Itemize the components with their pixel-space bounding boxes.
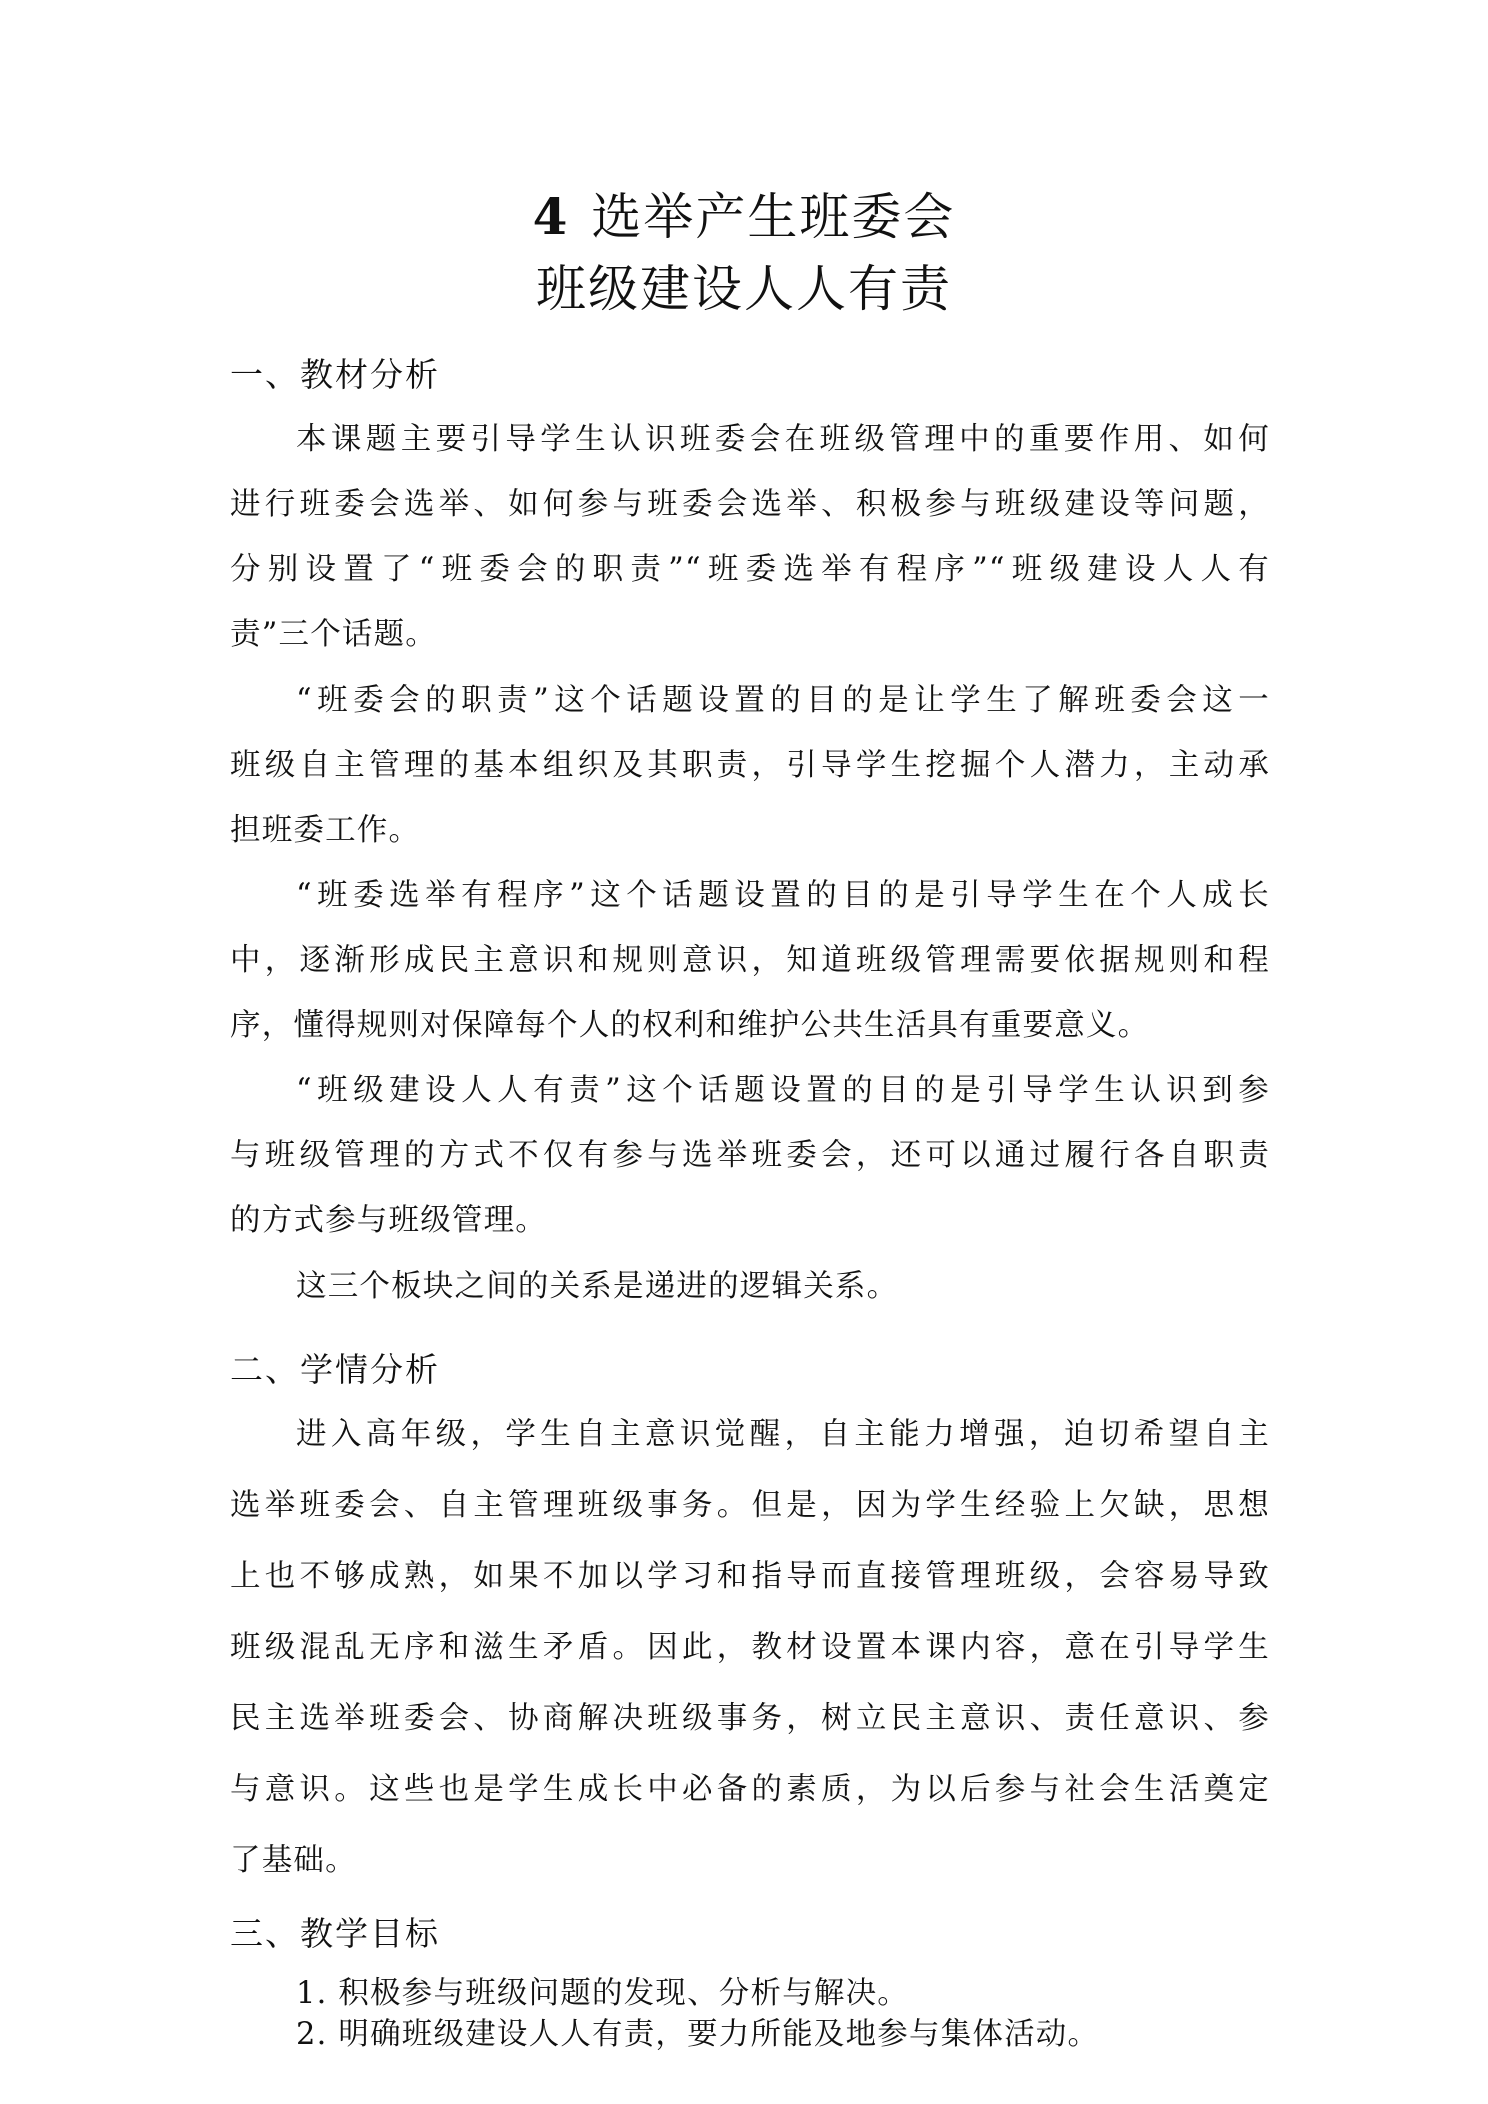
paragraph-line: 选举班委会、自主管理班级事务。但是，因为学生经验上欠缺，思想 bbox=[230, 1488, 1270, 1524]
page-title-line-1 bbox=[0, 187, 1488, 246]
lesson-number: 4 bbox=[532, 187, 570, 246]
paragraph-line: 分别设置了“班委会的职责”“班委选举有程序”“班级建设人人有 bbox=[230, 552, 1270, 588]
goal-line: 1. 积极参与班级问题的发现、分析与解决。 bbox=[296, 1976, 909, 2012]
section-heading-learning-situation: 二、学情分析 bbox=[230, 1350, 440, 1390]
paragraph-line: 责”三个话题。 bbox=[230, 617, 437, 653]
paragraph-line: 担班委工作。 bbox=[230, 812, 421, 848]
title-text-1: 选举产生班委会 bbox=[591, 188, 956, 246]
section-heading-textbook-analysis: 一、教材分析 bbox=[230, 355, 440, 394]
paragraph-line: 序，懂得规则对保障每个人的权利和维护公共生活具有重要意义。 bbox=[230, 1008, 1150, 1044]
paragraph-line: 班级自主管理的基本组织及其职责，引导学生挖掘个人潜力，主动承 bbox=[230, 747, 1270, 783]
page-title-line-2: 班级建设人人有责 bbox=[536, 260, 952, 318]
paragraph-line: 上也不够成熟，如果不加以学习和指导而直接管理班级，会容易导致 bbox=[230, 1559, 1270, 1595]
section-heading-teaching-goals: 三、教学目标 bbox=[230, 1913, 440, 1953]
paragraph-line: 了基础。 bbox=[230, 1842, 357, 1878]
paragraph-line: “班委选举有程序”这个话题设置的目的是引导学生在个人成长 bbox=[296, 877, 1270, 913]
paragraph-line: 与意识。这些也是学生成长中必备的素质，为以后参与社会生活奠定 bbox=[230, 1771, 1270, 1807]
paragraph-line: 的方式参与班级管理。 bbox=[230, 1203, 547, 1239]
goal-line: 2. 明确班级建设人人有责，要力所能及地参与集体活动。 bbox=[296, 2016, 1100, 2052]
paragraph-line: 进行班委会选举、如何参与班委会选举、积极参与班级建设等问题， bbox=[230, 487, 1270, 523]
paragraph-line: 本课题主要引导学生认识班委会在班级管理中的重要作用、如何 bbox=[296, 422, 1270, 458]
paragraph-line: 这三个板块之间的关系是递进的逻辑关系。 bbox=[296, 1268, 899, 1304]
paragraph-line: “班级建设人人有责”这个话题设置的目的是引导学生认识到参 bbox=[296, 1073, 1270, 1109]
paragraph-line: “班委会的职责”这个话题设置的目的是让学生了解班委会这一 bbox=[296, 682, 1270, 718]
paragraph-line: 民主选举班委会、协商解决班级事务，树立民主意识、责任意识、参 bbox=[230, 1701, 1270, 1737]
paragraph-line: 班级混乱无序和滋生矛盾。因此，教材设置本课内容，意在引导学生 bbox=[230, 1630, 1270, 1666]
paragraph-line: 进入高年级，学生自主意识觉醒，自主能力增强，迫切希望自主 bbox=[296, 1417, 1270, 1453]
paragraph-line: 与班级管理的方式不仅有参与选举班委会，还可以通过履行各自职责 bbox=[230, 1138, 1270, 1174]
paragraph-line: 中，逐渐形成民主意识和规则意识，知道班级管理需要依据规则和程 bbox=[230, 942, 1270, 978]
